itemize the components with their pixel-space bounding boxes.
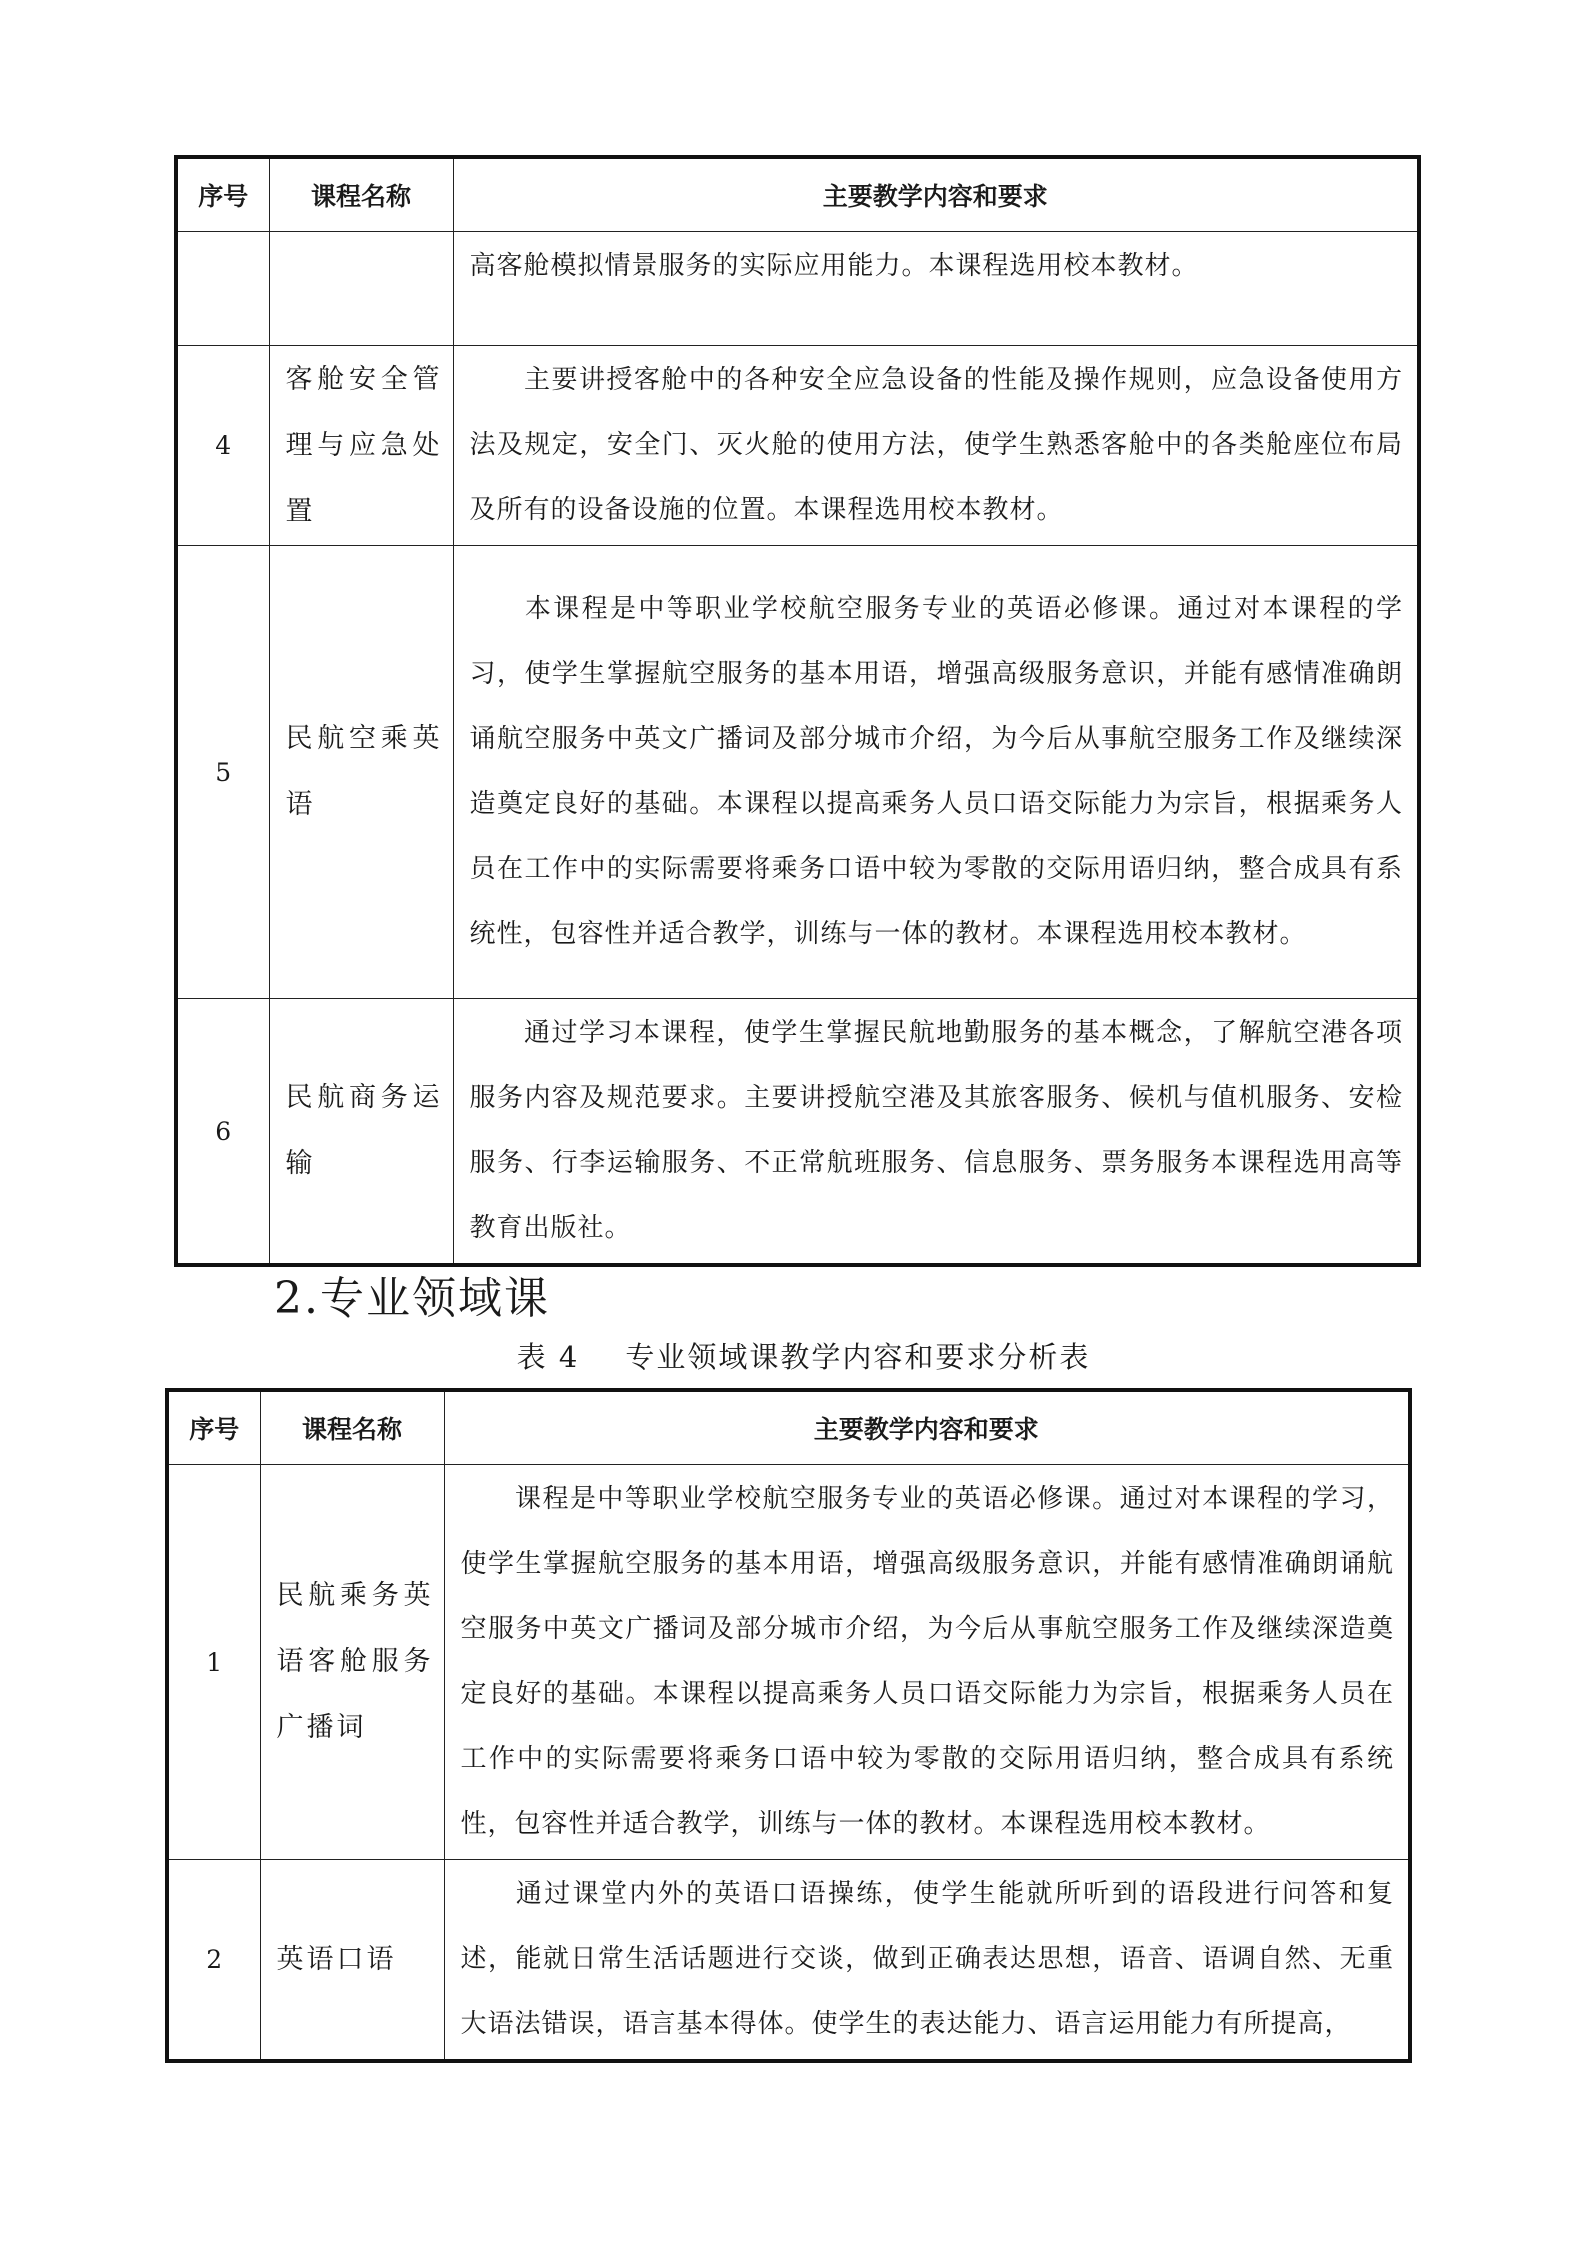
table-row: [176, 999, 1419, 1266]
table-row: [167, 1465, 1410, 1860]
row-index: 2: [167, 1860, 260, 2062]
row-content: [453, 346, 1419, 546]
row-content: [444, 1465, 1410, 1860]
row-content-text: 高客舱模拟情景服务的实际应用能力。本课程选用校本教材。: [469, 251, 1199, 281]
row-course-name: 英语口语: [260, 1860, 444, 2062]
table-row: [167, 1860, 1410, 2062]
table-caption: [0, 1335, 1587, 1376]
row-content: [453, 999, 1419, 1266]
col-header-course-name: 课程名称: [269, 157, 453, 232]
row-course-name: [269, 232, 453, 346]
table-row: [176, 546, 1419, 999]
table-caption-title: 专业领域课教学内容和要求分析表: [625, 1340, 1091, 1374]
row-content-text: 本课程是中等职业学校航空服务专业的英语必修课。通过对本课程的学习，使学生掌握航空服务的基本用语，增强高级服务意识，并能有感情准确朗诵航空服务中英文广播词及部分城市介绍，为今后从事航空服务工作及继续深造奠定良好的基础。本课程以提高乘务人员口语交际能力为宗旨，根据乘务人员在工作中的实际需要将乘务口语中较为零散的交际用语归纳，整合成具有系统性，包容性并适合教学，训练与一体的教材。本课程选用校本教材。: [469, 594, 1403, 949]
col-header-content: 主要教学内容和要求: [453, 157, 1419, 232]
row-content: [453, 232, 1419, 346]
course-table-professional: [165, 1388, 1412, 2063]
col-header-index: 序号: [167, 1390, 260, 1465]
row-content: [453, 546, 1419, 999]
row-course-name: 民航商务运输: [269, 999, 453, 1266]
row-content-text: 主要讲授客舱中的各种安全应急设备的性能及操作规则，应急设备使用方法及规定，安全门、灭火舱的使用方法，使学生熟悉客舱中的各类舱座位布局及所有的设备设施的位置。本课程选用校本教材。: [469, 365, 1403, 525]
section-heading: 2.专业领域课: [274, 1273, 550, 1324]
row-content: [444, 1860, 1410, 2062]
row-index: 6: [176, 999, 269, 1266]
row-content-text: 课程是中等职业学校航空服务专业的英语必修课。通过对本课程的学习，使学生掌握航空服务的基本用语，增强高级服务意识，并能有感情准确朗诵航空服务中英文广播词及部分城市介绍，为今后从事航空服务工作及继续深造奠定良好的基础。本课程以提高乘务人员口语交际能力为宗旨，根据乘务人员在工作中的实际需要将乘务口语中较为零散的交际用语归纳，整合成具有系统性，包容性并适合教学，训练与一体的教材。本课程选用校本教材。: [460, 1484, 1394, 1839]
table-row: [176, 232, 1419, 346]
col-header-index: 序号: [176, 157, 269, 232]
table-header-row: [167, 1390, 1410, 1465]
col-header-content: 主要教学内容和要求: [444, 1390, 1410, 1465]
row-course-name: 客舱安全管理与应急处置: [269, 346, 453, 546]
row-index: 5: [176, 546, 269, 999]
table-caption-label: 表 4: [516, 1340, 580, 1374]
row-index: 1: [167, 1465, 260, 1860]
row-content-text: 通过课堂内外的英语口语操练，使学生能就所听到的语段进行问答和复述，能就日常生活话题进行交谈，做到正确表达思想，语音、语调自然、无重大语法错误，语言基本得体。使学生的表达能力、语言运用能力有所提高，: [460, 1879, 1394, 2039]
row-index: 4: [176, 346, 269, 546]
course-table-continued: [174, 155, 1421, 1267]
table-header-row: [176, 157, 1419, 232]
table-row: [176, 346, 1419, 546]
col-header-course-name: 课程名称: [260, 1390, 444, 1465]
row-content-text: 通过学习本课程，使学生掌握民航地勤服务的基本概念，了解航空港各项服务内容及规范要求。主要讲授航空港及其旅客服务、候机与值机服务、安检服务、行李运输服务、不正常航班服务、信息服务、票务服务本课程选用高等教育出版社。: [469, 1018, 1403, 1243]
row-course-name: 民航空乘英语: [269, 546, 453, 999]
row-course-name: 民航乘务英语客舱服务广播词: [260, 1465, 444, 1860]
row-index: [176, 232, 269, 346]
